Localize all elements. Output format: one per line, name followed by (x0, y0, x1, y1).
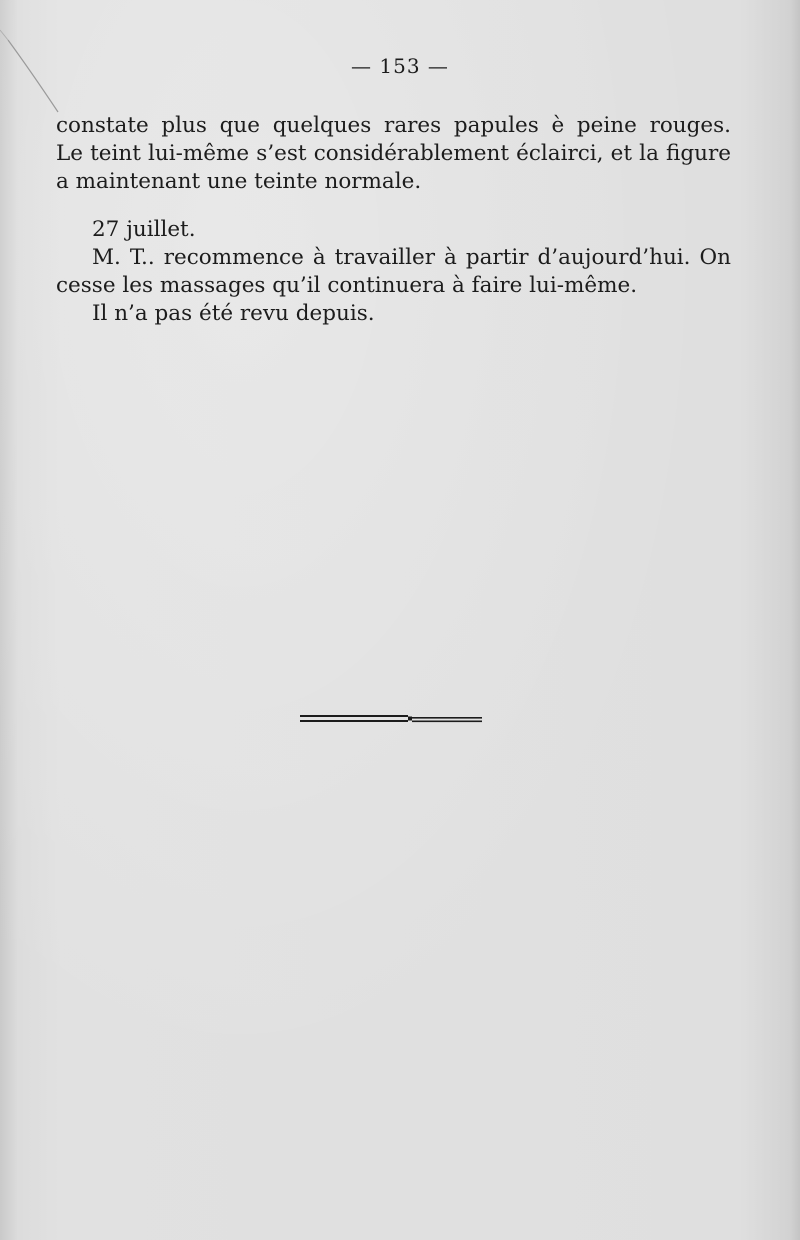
text-line: Le teint lui-même s’est considérablement éclairci, et la figure (56, 141, 731, 166)
paragraph-date (56, 216, 731, 244)
section-end-rule (300, 714, 482, 724)
text-line: cesse les massages qu’il continuera à faire lui-même. (56, 273, 638, 298)
text-line: M. T.. recommence à travailler à partir d’aujourd’hui. On (92, 245, 731, 270)
page-number: — 153 — (351, 54, 449, 78)
text-line: constate plus que quelques rares papules è peine rouges. (56, 113, 731, 138)
paragraph-not-seen-again (56, 300, 731, 328)
body-text (56, 112, 731, 328)
date-line: 27 juillet. (92, 217, 196, 242)
paragraph-observation (56, 112, 731, 196)
paragraph-resumes-work (56, 244, 731, 300)
text-line: Il n’a pas été revu depuis. (92, 301, 375, 326)
paragraph-gap (56, 196, 731, 216)
text-line: a maintenant une teinte normale. (56, 169, 422, 194)
